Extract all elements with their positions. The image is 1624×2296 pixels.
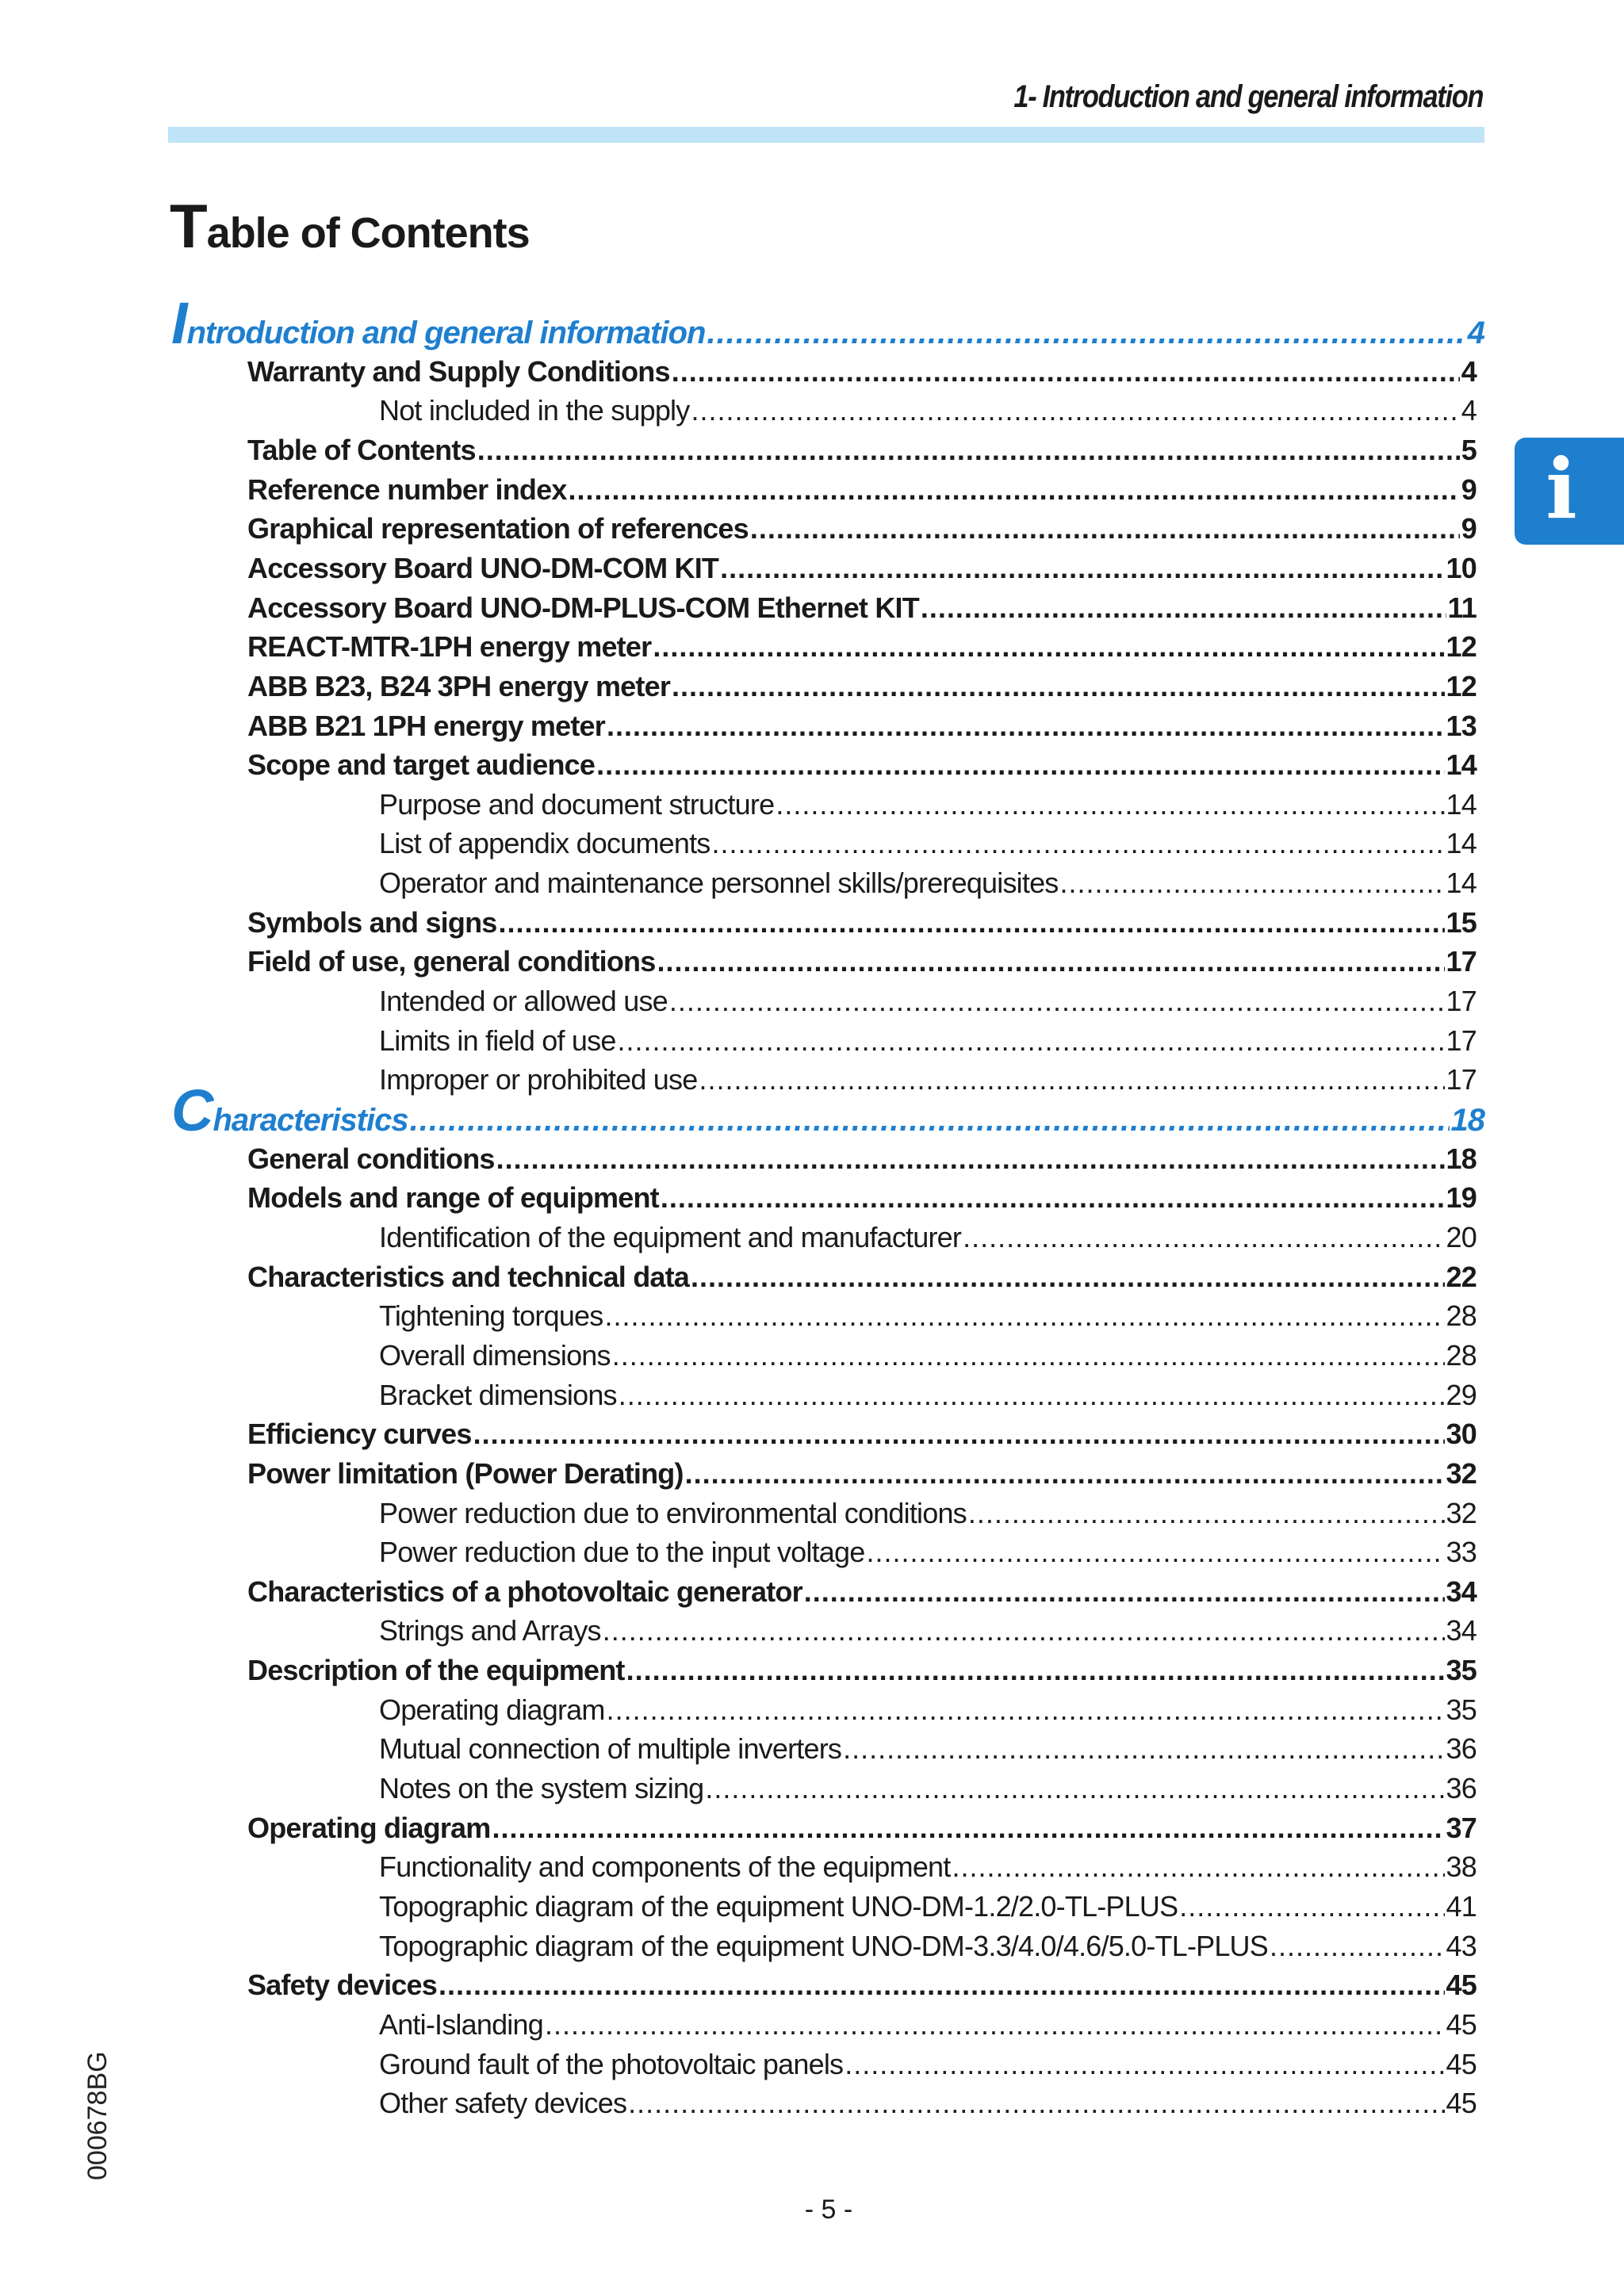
toc-entry-label: Power reduction due to the input voltage (379, 1536, 865, 1569)
toc-page-number: 14 (1446, 787, 1477, 821)
toc-page-number: 29 (1446, 1378, 1477, 1411)
toc-page-number: 17 (1446, 985, 1477, 1018)
toc-dot-leader (963, 1221, 1444, 1254)
toc-subsection[interactable] (379, 2048, 1477, 2087)
toc-page-number: 15 (1446, 905, 1477, 939)
toc-section[interactable] (247, 355, 1477, 395)
toc-section[interactable] (247, 906, 1477, 946)
toc-dot-leader (657, 945, 1444, 978)
toc-entry-label: Bracket dimensions (379, 1378, 617, 1411)
toc-subsection[interactable] (379, 1379, 1477, 1418)
toc-entry-label: Accessory Board UNO-DM-PLUS-COM Ethernet KIT (247, 591, 919, 624)
toc-dot-leader (653, 630, 1444, 664)
toc-entry-label: Table of Contents (247, 433, 476, 466)
toc-dot-leader (492, 1812, 1444, 1845)
toc-dot-leader (921, 591, 1446, 625)
toc-page-number: 12 (1446, 669, 1477, 702)
toc-subsection[interactable] (379, 2008, 1477, 2048)
toc-dot-leader (1179, 1890, 1444, 1923)
toc-subsection[interactable] (379, 394, 1477, 434)
toc-subsection[interactable] (379, 867, 1477, 906)
toc-dot-leader (843, 1732, 1444, 1766)
toc-entry-label: Topographic diagram of the equipment UNO-DM-1.2/2.0-TL-PLUS (379, 1890, 1178, 1923)
toc-page-number: 14 (1446, 867, 1477, 900)
toc-dot-leader (691, 394, 1459, 427)
toc-entry-label: Reference number index (247, 473, 567, 506)
toc-chapter-initial: C (171, 1077, 213, 1143)
toc-page-number: 4 (1461, 354, 1477, 388)
page-title (170, 190, 530, 262)
toc-chapter-initial: I (171, 290, 187, 356)
toc-dot-leader (604, 1299, 1444, 1333)
toc-entry-label: Limits in field of use (379, 1024, 616, 1057)
toc-page-number: 34 (1446, 1614, 1477, 1647)
toc-subsection[interactable] (379, 1772, 1477, 1812)
toc-dot-leader (707, 316, 1465, 351)
toc-section[interactable] (247, 1457, 1477, 1497)
toc-entry-label: Field of use, general conditions (247, 945, 656, 978)
toc-entry-label: REACT-MTR-1PH energy meter (247, 630, 652, 664)
toc-entry-label: List of appendix documents (379, 827, 710, 860)
toc-page-number: 43 (1446, 1929, 1477, 1962)
toc-entry-label: Power reduction due to environmental conditions (379, 1496, 967, 1529)
toc-section[interactable] (247, 512, 1477, 552)
toc-dot-leader (711, 827, 1444, 860)
toc-dot-leader (596, 748, 1444, 782)
toc-dot-leader (569, 473, 1460, 507)
toc-subsection[interactable] (379, 1732, 1477, 1772)
toc-entry-label: Notes on the system sizing (379, 1772, 704, 1805)
chapter-tab (1515, 438, 1608, 545)
toc-subsection[interactable] (379, 1221, 1477, 1261)
toc-section[interactable] (247, 1969, 1477, 2008)
toc-page-number: 20 (1446, 1220, 1477, 1253)
toc-page-number: 13 (1446, 709, 1477, 742)
toc-section[interactable] (247, 1261, 1477, 1300)
toc-dot-leader (866, 1536, 1444, 1569)
toc-dot-leader (669, 985, 1445, 1018)
toc-subsection[interactable] (379, 985, 1477, 1024)
toc-chapter-title: haracteristics (213, 1103, 408, 1138)
toc-page-number: 35 (1446, 1654, 1477, 1687)
toc-page-number: 18 (1450, 1103, 1484, 1138)
toc-entry-label: Operating diagram (247, 1811, 491, 1844)
toc-entry-label: General conditions (247, 1142, 495, 1175)
toc-entry-label: Scope and target audience (247, 748, 596, 782)
toc-entry-label: Accessory Board UNO-DM-COM KIT (247, 551, 719, 584)
toc-page-number: 19 (1446, 1181, 1477, 1215)
toc-dot-leader (699, 1063, 1444, 1096)
toc-dot-leader (705, 1772, 1444, 1805)
toc-dot-leader (477, 434, 1460, 467)
toc-page-number: 5 (1461, 433, 1477, 466)
toc-page-number: 9 (1461, 473, 1477, 506)
toc-dot-leader (545, 2008, 1445, 2042)
toc-entry-label: Description of the equipment (247, 1654, 625, 1687)
toc-entry-label: Not included in the supply (379, 394, 690, 427)
toc-dot-leader (439, 1969, 1445, 2002)
toc-entry-label: Power limitation (Power Derating) (247, 1456, 684, 1490)
toc-dot-leader (1270, 1930, 1445, 1963)
toc-page-number: 18 (1446, 1142, 1477, 1175)
toc-entry-label: Strings and Arrays (379, 1614, 601, 1647)
toc-page-number: 17 (1446, 1024, 1477, 1057)
toc-chapter-title: ntroduction and general information (186, 316, 706, 350)
toc-page-number: 36 (1446, 1772, 1477, 1805)
toc-subsection[interactable] (379, 1614, 1477, 1654)
toc-entry-label: Operating diagram (379, 1693, 605, 1726)
toc-page-number: 14 (1446, 748, 1477, 782)
toc-subsection[interactable] (379, 1339, 1477, 1379)
toc-dot-leader (626, 1654, 1445, 1687)
toc-subsection[interactable] (379, 1497, 1477, 1536)
toc-dot-leader (618, 1024, 1445, 1058)
toc-entry-label: Intended or allowed use (379, 985, 668, 1018)
toc-subsection[interactable] (379, 1850, 1477, 1890)
toc-subsection[interactable] (379, 1890, 1477, 1930)
toc-entry-label: Safety devices (247, 1969, 437, 2002)
info-icon: i (1545, 439, 1577, 538)
toc-page-number: 22 (1446, 1260, 1477, 1293)
toc-subsection[interactable] (379, 2087, 1477, 2126)
toc-section[interactable] (247, 630, 1477, 670)
toc-dot-leader (968, 1497, 1445, 1530)
toc-entry-label: ABB B21 1PH energy meter (247, 709, 605, 742)
toc-dot-leader (685, 1457, 1445, 1490)
toc-section[interactable] (247, 552, 1477, 591)
toc-page-number: 41 (1446, 1890, 1477, 1923)
toc-entry-label: Models and range of equipment (247, 1181, 659, 1215)
toc-subsection[interactable] (379, 1299, 1477, 1339)
toc-page-number: 12 (1446, 630, 1477, 664)
toc-entry-label: Functionality and components of the equipment (379, 1850, 951, 1884)
toc-entry-label: Operator and maintenance personnel skills/prerequisites (379, 867, 1059, 900)
toc-dot-leader (672, 355, 1460, 388)
chapter-header: 1- Introduction and general information (1013, 79, 1483, 114)
header-rule (168, 127, 1484, 143)
toc-page-number: 34 (1446, 1575, 1477, 1608)
toc-dot-leader (496, 1142, 1445, 1176)
toc-page-number: 30 (1446, 1418, 1477, 1451)
toc-section[interactable] (247, 945, 1477, 985)
toc-dot-leader (473, 1418, 1445, 1451)
toc-subsection[interactable] (379, 788, 1477, 828)
toc-page-number: 36 (1446, 1732, 1477, 1766)
toc-section[interactable] (247, 1654, 1477, 1693)
toc-entry-label: Characteristics of a photovoltaic generator (247, 1575, 802, 1608)
toc-entry-label (171, 1077, 408, 1143)
toc-chapter[interactable] (171, 290, 1484, 356)
toc-dot-leader (1060, 867, 1445, 900)
page-number: - 5 - (804, 2195, 853, 2225)
page-title-initial: T (170, 191, 207, 261)
toc-page-number: 32 (1446, 1496, 1477, 1529)
toc-subsection[interactable] (379, 1024, 1477, 1064)
toc-entry-label: Mutual connection of multiple inverters (379, 1732, 842, 1766)
toc-dot-leader (603, 1614, 1445, 1647)
toc-entry-label: Ground fault of the photovoltaic panels (379, 2047, 844, 2080)
toc-dot-leader (845, 2048, 1444, 2081)
toc-dot-leader (804, 1575, 1445, 1609)
toc-entry-label: Anti-Islanding (379, 2007, 543, 2041)
toc-dot-leader (410, 1103, 1450, 1138)
toc-page-number: 17 (1446, 1063, 1477, 1096)
toc-dot-leader (498, 906, 1444, 939)
toc-entry-label: Purpose and document structure (379, 787, 775, 821)
toc-section[interactable] (247, 434, 1477, 473)
toc-section[interactable] (247, 710, 1477, 749)
toc-entry-label: Overall dimensions (379, 1338, 611, 1372)
toc-dot-leader (612, 1339, 1445, 1372)
toc-section[interactable] (247, 1418, 1477, 1457)
toc-subsection[interactable] (379, 1536, 1477, 1575)
toc-page-number: 4 (1467, 316, 1484, 350)
toc-dot-leader (691, 1261, 1445, 1294)
toc-dot-leader (661, 1181, 1445, 1215)
toc-page-number: 32 (1446, 1456, 1477, 1490)
toc-page-number: 45 (1446, 1969, 1477, 2002)
toc-page-number: 35 (1446, 1693, 1477, 1726)
toc-entry-label: Efficiency curves (247, 1418, 472, 1451)
toc-entry-label: Identification of the equipment and manufacturer (379, 1220, 962, 1253)
document-code: 000678BG (82, 2051, 113, 2180)
toc-dot-leader (952, 1850, 1444, 1884)
toc-page-number: 37 (1446, 1811, 1477, 1844)
toc-subsection[interactable] (379, 1693, 1477, 1733)
toc-page-number: 45 (1446, 2087, 1477, 2120)
toc-subsection[interactable] (379, 1063, 1477, 1103)
toc-entry-label: Other safety devices (379, 2087, 627, 2120)
toc-subsection[interactable] (379, 1930, 1477, 1969)
toc-page-number: 14 (1446, 827, 1477, 860)
toc-page-number: 45 (1446, 2007, 1477, 2041)
toc-section[interactable] (247, 1575, 1477, 1615)
toc-entry-label: Tightening torques (379, 1299, 603, 1333)
toc-page-number: 28 (1446, 1338, 1477, 1372)
toc-dot-leader (619, 1379, 1445, 1412)
toc-entry-label: Topographic diagram of the equipment UNO-DM-3.3/4.0/4.6/5.0-TL-PLUS (379, 1929, 1268, 1962)
toc-section[interactable] (247, 1812, 1477, 1851)
toc-dot-leader (720, 552, 1444, 585)
toc-section[interactable] (247, 670, 1477, 710)
toc-section[interactable] (247, 591, 1477, 631)
toc-dot-leader (750, 512, 1460, 545)
toc-entry-label: Improper or prohibited use (379, 1063, 698, 1096)
toc-dot-leader (607, 710, 1445, 743)
toc-page-number: 11 (1447, 591, 1477, 624)
toc-entry-label: Warranty and Supply Conditions (247, 354, 670, 388)
toc-page-number: 38 (1446, 1850, 1477, 1884)
toc-page-number: 4 (1461, 394, 1477, 427)
toc-entry-label: Symbols and signs (247, 905, 497, 939)
toc-section[interactable] (247, 473, 1477, 513)
toc-page-number: 33 (1446, 1536, 1477, 1569)
toc-page-number: 28 (1446, 1299, 1477, 1333)
page-title-text: able of Contents (206, 209, 530, 257)
toc-entry-label: Characteristics and technical data (247, 1260, 690, 1293)
toc-dot-leader (607, 1693, 1445, 1727)
toc-section[interactable] (247, 748, 1477, 788)
toc-page-number: 10 (1446, 551, 1477, 584)
toc-dot-leader (628, 2087, 1444, 2120)
toc-dot-leader (776, 788, 1444, 821)
toc-section[interactable] (247, 1142, 1477, 1182)
toc-page-number: 9 (1461, 512, 1477, 545)
toc-entry-label: Graphical representation of references (247, 512, 749, 545)
toc-page-number: 45 (1446, 2047, 1477, 2080)
toc-entry-label (171, 290, 706, 356)
toc-section[interactable] (247, 1181, 1477, 1221)
toc-dot-leader (672, 670, 1445, 703)
toc-entry-label: ABB B23, B24 3PH energy meter (247, 669, 671, 702)
toc-subsection[interactable] (379, 827, 1477, 867)
toc-page-number: 17 (1446, 945, 1477, 978)
